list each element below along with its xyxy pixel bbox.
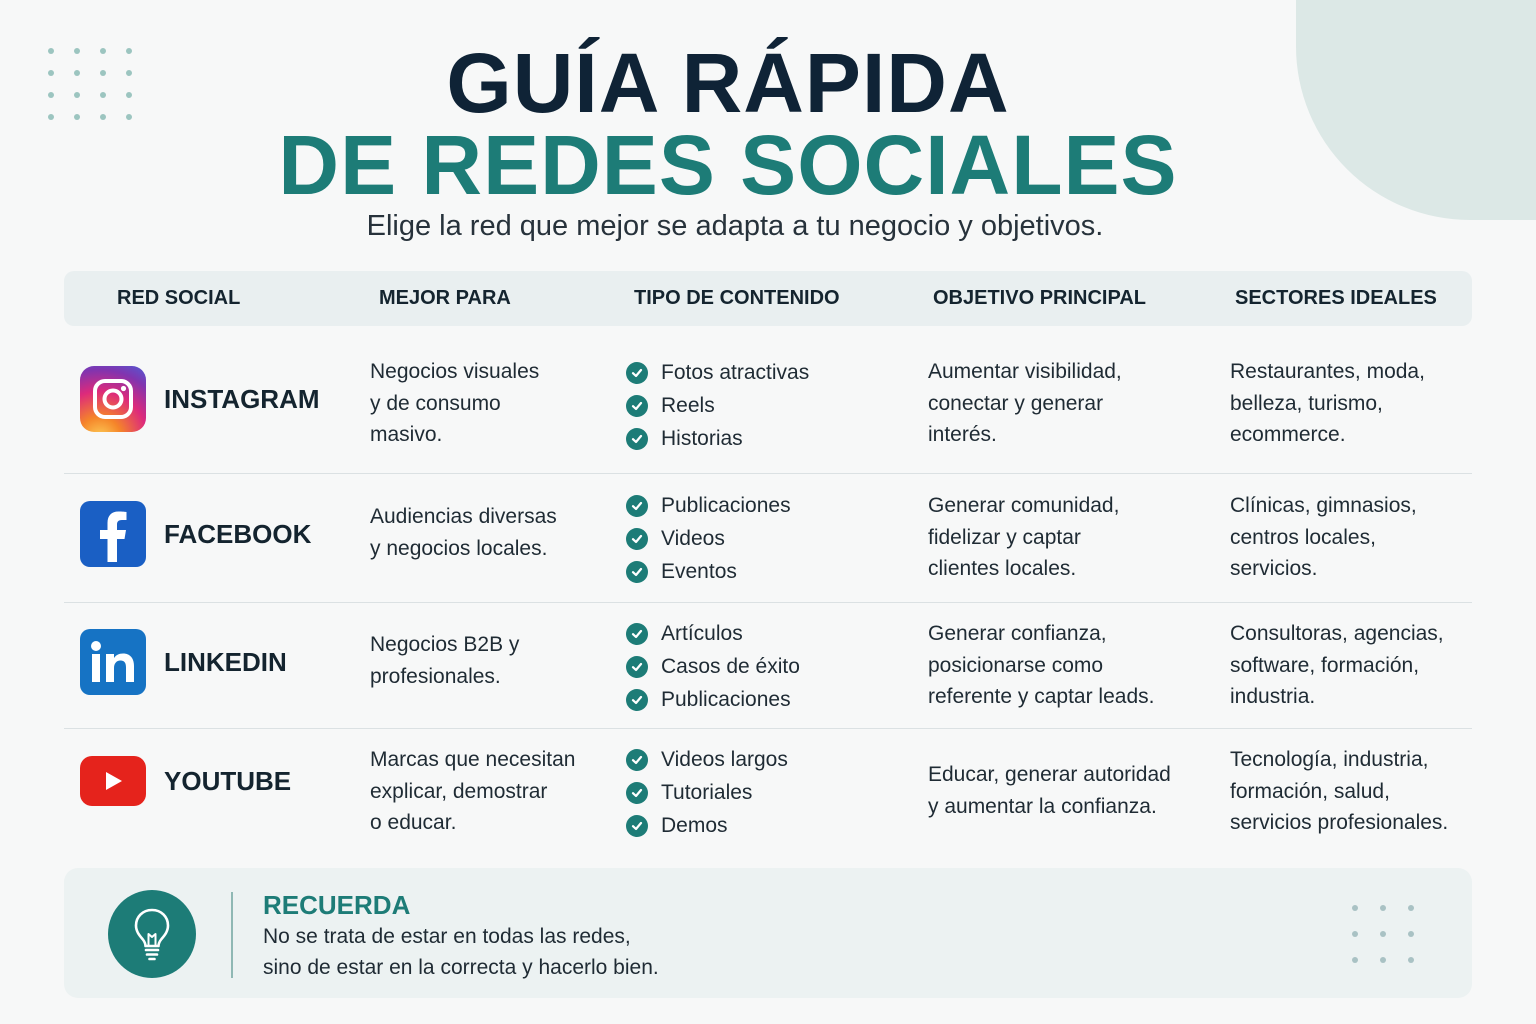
- social-networks-table: [64, 271, 1472, 859]
- header-red-social: RED SOCIAL: [117, 287, 241, 309]
- recuerda-box: [64, 868, 1472, 998]
- recuerda-title: RECUERDA: [263, 890, 411, 920]
- list-item: Casos de éxito: [626, 650, 800, 683]
- recuerda-text: No se trata de estar en todas las redes, sino de estar en la correcta y hacerlo bien.: [263, 925, 659, 979]
- objective-cell: Aumentar visibilidad, conectar y generar interés.: [928, 360, 1122, 446]
- network-name: YOUTUBE: [164, 765, 292, 796]
- check-icon: [626, 561, 648, 583]
- list-item: Fotos atractivas: [626, 356, 809, 389]
- best-for-cell: Negocios visuales y de consumo masivo.: [370, 360, 540, 446]
- network-name: LINKEDIN: [164, 646, 287, 677]
- best-for-cell: Marcas que necesitan explicar, demostrar o educar.: [370, 748, 576, 834]
- table-row-youtube: [64, 729, 1472, 859]
- header-mejor-para: MEJOR PARA: [379, 287, 511, 309]
- network-youtube: [80, 756, 291, 806]
- objective-cell: Generar comunidad, fidelizar y captar clientes locales.: [928, 494, 1120, 580]
- best-for-cell: Audiencias diversas y negocios locales.: [370, 505, 557, 560]
- network-instagram: [80, 366, 320, 432]
- check-icon: [626, 528, 648, 550]
- network-name: FACEBOOK: [164, 518, 312, 549]
- network-facebook: [80, 501, 311, 567]
- subtitle: Elige la red que mejor se adapta a tu negocio y objetivos.: [366, 210, 1104, 242]
- list-item: Publicaciones: [626, 489, 791, 522]
- check-icon: [626, 395, 648, 417]
- sectors-cell: Clínicas, gimnasios, centros locales, servicios.: [1230, 494, 1417, 580]
- check-icon: [626, 428, 648, 450]
- list-item: Artículos: [626, 617, 800, 650]
- table-row-linkedin: [64, 603, 1472, 729]
- check-icon: [626, 656, 648, 678]
- sectors-cell: Tecnología, industria, formación, salud, servicios profesionales.: [1230, 748, 1449, 834]
- title-line-2: DE REDES SOCIALES: [278, 118, 1178, 212]
- youtube-icon: [80, 756, 146, 806]
- list-item: Eventos: [626, 555, 791, 588]
- content-list: [626, 356, 809, 455]
- linkedin-icon: [80, 629, 146, 695]
- list-item: Publicaciones: [626, 683, 800, 716]
- list-item: Historias: [626, 422, 809, 455]
- best-for-cell: Negocios B2B y profesionales.: [370, 633, 520, 688]
- lightbulb-icon: [108, 890, 196, 978]
- divider: [231, 892, 233, 978]
- header-tipo-contenido: TIPO DE CONTENIDO: [634, 287, 840, 309]
- content-list: [626, 617, 800, 716]
- check-icon: [626, 782, 648, 804]
- header-sectores: SECTORES IDEALES: [1235, 287, 1437, 309]
- instagram-icon: [80, 366, 146, 432]
- check-icon: [626, 623, 648, 645]
- sectors-cell: Restaurantes, moda, belleza, turismo, ecommerce.: [1230, 360, 1425, 446]
- header-objetivo: OBJETIVO PRINCIPAL: [933, 287, 1146, 309]
- list-item: Videos largos: [626, 743, 788, 776]
- check-icon: [626, 362, 648, 384]
- content-list: [626, 743, 788, 842]
- list-item: Tutoriales: [626, 776, 788, 809]
- network-name: INSTAGRAM: [164, 383, 320, 414]
- list-item: Videos: [626, 522, 791, 555]
- network-linkedin: [80, 629, 287, 695]
- objective-cell: Educar, generar autoridad y aumentar la confianza.: [928, 763, 1171, 818]
- facebook-icon: [80, 501, 146, 567]
- check-icon: [626, 749, 648, 771]
- decorative-dots-bottom-right: [1352, 905, 1414, 963]
- check-icon: [626, 815, 648, 837]
- table-header: [64, 271, 1472, 326]
- table-row-instagram: [64, 326, 1472, 474]
- table-row-facebook: [64, 474, 1472, 603]
- list-item: Reels: [626, 389, 809, 422]
- list-item: Demos: [626, 809, 788, 842]
- content-list: [626, 489, 791, 588]
- title-line-1: GUÍA RÁPIDA: [446, 36, 1010, 130]
- check-icon: [626, 495, 648, 517]
- objective-cell: Generar confianza, posicionarse como referente y captar leads.: [928, 622, 1155, 708]
- sectors-cell: Consultoras, agencias, software, formación, industria.: [1230, 622, 1444, 708]
- check-icon: [626, 689, 648, 711]
